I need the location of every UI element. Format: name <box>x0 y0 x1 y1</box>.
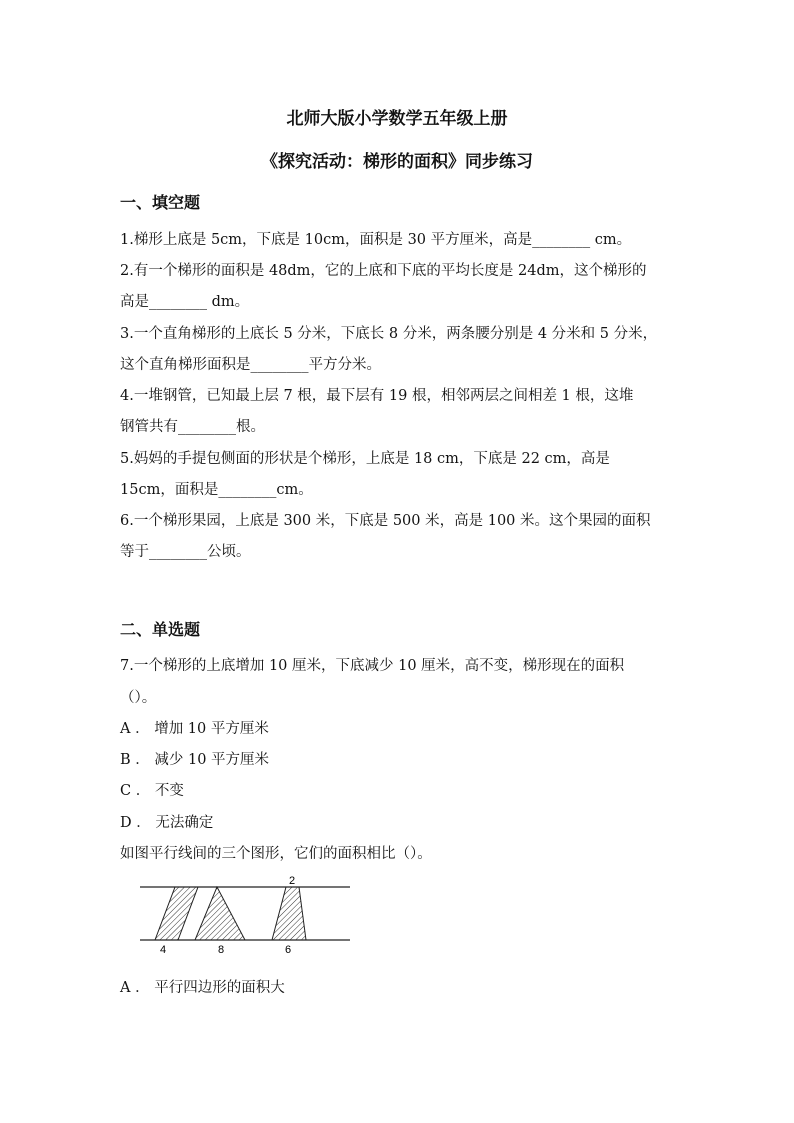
document-subtitle: 《探究活动：梯形的面积》同步练习 <box>261 152 533 172</box>
option-d: D ． 无法确定 <box>120 815 214 831</box>
trapezoid-shape <box>272 887 306 940</box>
question-line: 3.一个直角梯形的上底长 5 分米，下底长 8 分米，两条腰分别是 4 分米和 5 分米， <box>120 326 658 342</box>
triangle-shape <box>195 887 245 940</box>
document-title: 北师大版小学数学五年级上册 <box>286 109 508 129</box>
question-line: 这个直角梯形面积是________平方分米。 <box>120 357 381 373</box>
section-single-choice-heading: 二、单选题 <box>120 620 201 639</box>
label-triangle-base: 8 <box>218 944 225 956</box>
question-line: 7.一个梯形的上底增加 10 厘米，下底减少 10 厘米，高不变，梯形现在的面积 <box>120 658 625 674</box>
question-line: 高是________ dm。 <box>120 294 250 310</box>
parallelogram-shape <box>155 887 198 940</box>
question-line: 2.有一个梯形的面积是 48dm，它的上底和下底的平均长度是 24dm，这个梯形的 <box>120 263 647 279</box>
option-b: B ． 减少 10 平方厘米 <box>120 752 270 768</box>
option-a: A ． 增加 10 平方厘米 <box>120 721 269 737</box>
parallel-lines-figure <box>135 874 355 960</box>
section-fill-in-heading: 一、填空题 <box>120 193 201 212</box>
label-parallelogram-base: 4 <box>160 944 167 956</box>
question-line: 等于________公顷。 <box>120 544 251 560</box>
question-line: 5.妈妈的手提包侧面的形状是个梯形，上底是 18 cm，下底是 22 cm，高是 <box>120 451 610 467</box>
question-line: 钢管共有________根。 <box>120 419 265 435</box>
question-line: 4.一堆钢管，已知最上层 7 根，最下层有 19 根，相邻两层之间相差 1 根，这堆 <box>120 388 634 404</box>
option-a: A ． 平行四边形的面积大 <box>120 980 285 996</box>
question-line: 1.梯形上底是 5cm，下底是 10cm，面积是 30 平方厘米，高是________ cm。 <box>120 232 632 248</box>
question-line: （）。 <box>120 690 157 706</box>
option-c: C ． 不变 <box>120 783 184 799</box>
label-trapezoid-bottom: 6 <box>285 944 292 956</box>
question-line: 15cm，面积是________cm。 <box>120 482 313 498</box>
question-line: 如图平行线间的三个图形，它们的面积相比（）。 <box>120 846 432 862</box>
label-trapezoid-top: 2 <box>289 875 296 887</box>
question-line: 6.一个梯形果园，上底是 300 米，下底是 500 米，高是 100 米。这个果园的面积 <box>120 513 651 529</box>
